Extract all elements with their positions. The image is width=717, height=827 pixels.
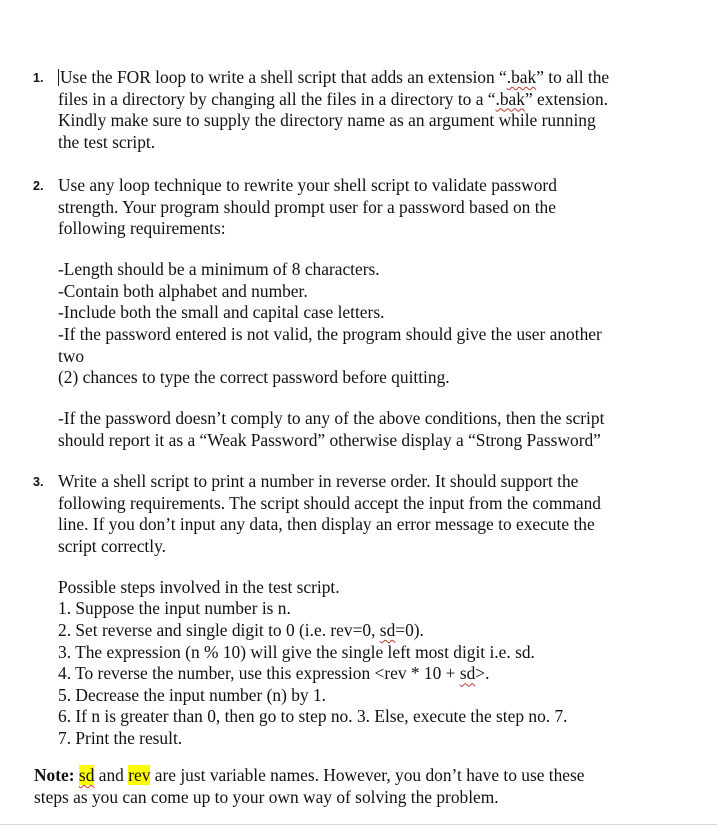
text-run: 1. Suppose the input number is n. xyxy=(58,598,291,619)
text-line xyxy=(58,430,653,452)
text-run: files in a directory by changing all the files in a directory to a “ xyxy=(58,88,496,109)
paragraph-gap xyxy=(58,389,653,409)
text-line xyxy=(58,67,653,89)
text-run: following requirements: xyxy=(58,218,226,239)
text-run: two xyxy=(58,345,85,366)
text-line xyxy=(58,577,653,599)
spellcheck-word: .bak xyxy=(506,67,537,87)
text-run: -If the password entered is not valid, the program should give the user another xyxy=(58,324,602,345)
text-line xyxy=(58,493,653,515)
text-line xyxy=(58,685,653,707)
text-run: -Include both the small and capital case letters. xyxy=(58,302,385,323)
text-line xyxy=(58,620,653,642)
spellcheck-word: sd xyxy=(459,663,476,684)
text-run: ” to all the xyxy=(536,67,610,87)
text-run: script correctly. xyxy=(58,535,166,556)
text-line xyxy=(58,89,653,111)
text-run: the test script. xyxy=(58,131,156,152)
text-line xyxy=(58,110,653,132)
highlighted-term: rev xyxy=(128,765,151,785)
text-run: >. xyxy=(475,663,490,684)
text-line xyxy=(58,471,653,493)
text-run: strength. Your program should prompt user for a password based on the xyxy=(58,196,556,217)
text-run: are just variable names. However, you don’t have to use these xyxy=(150,765,585,785)
text-line xyxy=(58,598,653,620)
text-run: -If the password doesn’t comply to any of the above conditions, then the script xyxy=(58,408,605,429)
paragraph-gap xyxy=(58,557,653,577)
text-line xyxy=(58,175,653,197)
text-line xyxy=(58,514,653,536)
spellcheck-word: sd xyxy=(379,620,396,641)
note-paragraph xyxy=(34,765,674,808)
text-line xyxy=(58,281,653,303)
text-run: Use the FOR loop to write a shell script that adds an extension “ xyxy=(60,67,507,87)
text-run: Write a shell script to print a number in reverse order. It should support the xyxy=(58,471,579,491)
text-line xyxy=(58,218,653,240)
paragraph-gap xyxy=(58,240,653,260)
highlighted-term: sd xyxy=(78,765,95,785)
text-line xyxy=(58,728,653,750)
text-run: 2. Set reverse and single digit to 0 (i.e. rev=0, xyxy=(58,620,380,641)
text-run: 3. The expression (n % 10) will give the single left most digit i.e. sd. xyxy=(58,641,535,662)
question-body xyxy=(58,471,653,750)
text-run: -Length should be a minimum of 8 characters. xyxy=(58,259,380,280)
question-body xyxy=(58,67,653,153)
text-line xyxy=(58,302,653,324)
question-number: 1. xyxy=(33,71,44,85)
text-line xyxy=(58,408,653,430)
text-line xyxy=(58,346,653,368)
text-line xyxy=(34,787,674,809)
text-run: 6. If n is greater than 0, then go to step no. 3. Else, execute the step no. 7. xyxy=(58,706,568,727)
question-number: 3. xyxy=(33,475,44,489)
text-run: steps as you can come up to your own way of solving the problem. xyxy=(34,786,499,807)
text-run: following requirements. The script should accept the input from the command xyxy=(58,492,601,513)
text-run: 7. Print the result. xyxy=(58,728,183,749)
text-line xyxy=(58,536,653,558)
page-bottom-divider xyxy=(0,824,717,825)
text-line xyxy=(58,132,653,154)
text-run: line. If you don’t input any data, then display an error message to execute the xyxy=(58,514,595,535)
text-run: 5. Decrease the input number (n) by 1. xyxy=(58,684,327,705)
text-run: should report it as a “Weak Password” otherwise display a “Strong Password” xyxy=(58,429,601,450)
text-run: -Contain both alphabet and number. xyxy=(58,280,308,301)
text-run: Possible steps involved in the test script. xyxy=(58,576,340,597)
text-cursor xyxy=(58,69,59,86)
question-body xyxy=(58,175,653,452)
text-line xyxy=(58,259,653,281)
text-line xyxy=(34,765,674,787)
question-number: 2. xyxy=(33,179,44,193)
text-run: and xyxy=(94,765,129,785)
text-line xyxy=(58,663,653,685)
text-run: =0). xyxy=(395,620,424,641)
text-run: Use any loop technique to rewrite your shell script to validate password xyxy=(58,175,557,195)
text-line xyxy=(58,324,653,346)
text-run: Kindly make sure to supply the directory name as an argument while running xyxy=(58,110,596,131)
text-line xyxy=(58,367,653,389)
text-line xyxy=(58,197,653,219)
spellcheck-word: .bak xyxy=(495,88,525,109)
text-run: 4. To reverse the number, use this expression <rev * 10 + xyxy=(58,663,460,684)
text-run: (2) chances to type the correct password before quitting. xyxy=(58,367,450,388)
note-label: Note: xyxy=(34,765,75,785)
text-line xyxy=(58,642,653,664)
text-line xyxy=(58,706,653,728)
text-run: ” extension. xyxy=(524,88,609,109)
